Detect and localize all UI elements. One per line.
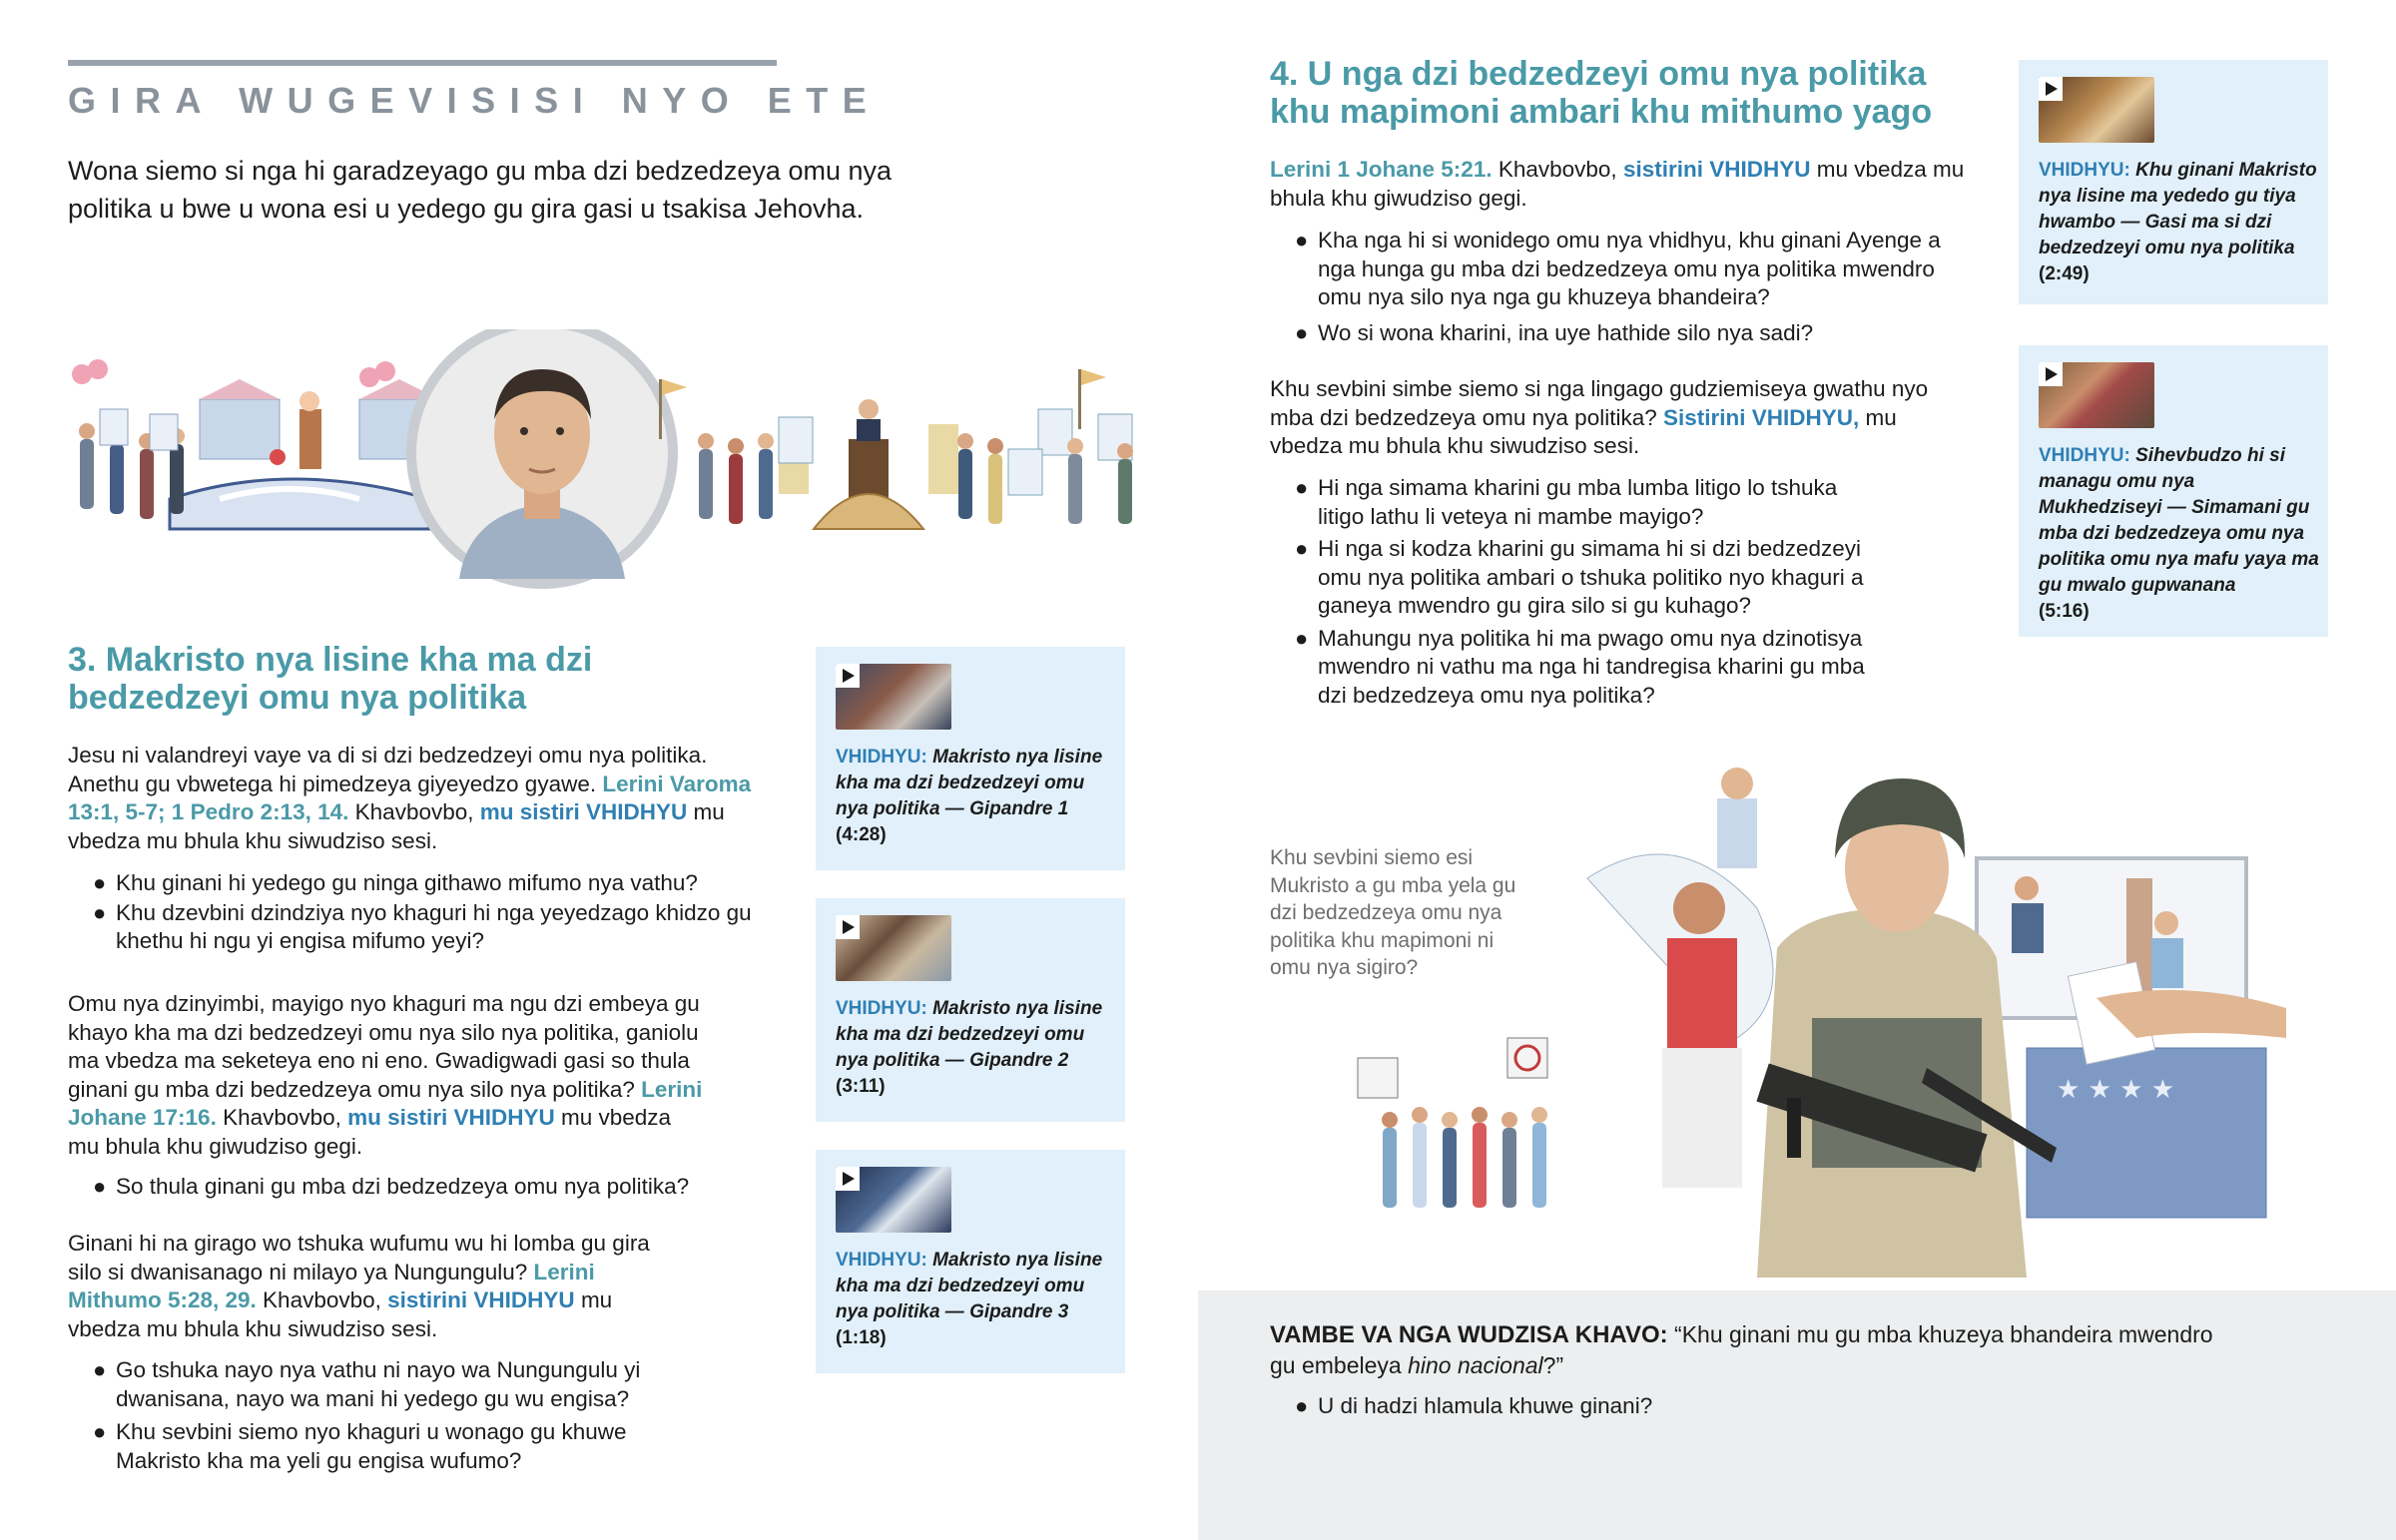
video-caption [836, 1248, 1115, 1351]
video-thumbnail[interactable] [836, 1167, 951, 1233]
prompt-lead: VAMBE VA NGA WUDZISA KHAVO: [1270, 1321, 1668, 1348]
video-link[interactable]: mu sistiri VHIDHYU [479, 799, 688, 824]
video-caption [836, 745, 1115, 848]
list-item: ● Mahungu nya politika hi ma pwago omu nya dzinotisya mwendro ni vathu ma nga hi tandregisa kharini gu mba dzi bedzedzeya omu nya politika? [1295, 625, 1865, 708]
neutrality-illustration [1338, 739, 2336, 1297]
list-item: ● Khu ginani hi yedego gu ninga githawo mifumo nya vathu? [93, 870, 698, 895]
question-text: Khu sevbini siemo nyo khaguri u wonago gu khuwe Makristo kha ma yeli gu engisa wufumo? [116, 1419, 627, 1473]
question-text: Hi nga simama kharini gu mba lumba litigo lo tshuka litigo lathu li veteya ni mambe mayigo? [1318, 475, 1838, 529]
video-duration: (5:16) [2039, 601, 2090, 622]
video-caption [2039, 158, 2323, 287]
prompt-text: ?” [1542, 1352, 1564, 1378]
discussion-prompt [1270, 1319, 2218, 1380]
prompt-italic: hino nacional [1408, 1352, 1543, 1378]
intro-paragraph: Wona siemo si nga hi garadzeyago gu mba dzi bedzedzeya omu nya politika u bwe u wona esi u yedego gu gira gasi u tsakisa Jehovha. [68, 156, 893, 224]
svg-text:★ ★ ★ ★: ★ ★ ★ ★ [2057, 1075, 2175, 1105]
illustration-caption: Khu sevbini siemo esi Mukristo a gu mba yela gu dzi bedzedzeya omu nya politika khu mapimoni ni omu nya sigiro? [1270, 846, 1516, 979]
scripture-link[interactable]: Lerini Johane 17:16. [68, 1076, 703, 1130]
video-link[interactable]: sistirini VHIDHYU [387, 1287, 575, 1312]
video-duration: (3:11) [836, 1076, 886, 1097]
video-label: VHIDHYU: [836, 747, 927, 768]
video-title: Makristo nya lisine kha ma dzi bedzedzeyi omu nya politika — Gipandre 1 [836, 747, 1103, 819]
question-text: U di hadzi hlamula khuwe ginani? [1318, 1393, 1653, 1418]
para-text: Khavbovbo, [1492, 157, 1623, 182]
video-duration: (4:28) [836, 824, 887, 845]
question-text: Khu ginani hi yedego gu ninga githawo mifumo nya vathu? [116, 870, 698, 895]
para-text: Khu sevbini simbe siemo si nga lingago gudziemiseya gwathu nyo mba dzi bedzedzeya omu nya politika? [1270, 376, 1929, 430]
play-icon[interactable] [2039, 77, 2063, 101]
para-text: Jesu ni valandreyi vaye va di si dzi bedzedzeyi omu nya politika. Anethu gu vbwetega hi pimedzeya giyeyedzo gyawe. [68, 743, 708, 796]
section-4-para-2 [1270, 375, 1969, 461]
para-text: Omu nya dzinyimbi, mayigo nyo khaguri ma ngu dzi embeya gu khayo kha ma dzi bedzedzeyi omu nya silo nya politika, ganiolu ma vbedza ma seketeya eno ni eno. Gwadigwadi gasi so thula ginani gu mba dzi bedzedzeya omu nya silo nya politika? [68, 991, 700, 1102]
video-label: VHIDHYU: [836, 1250, 927, 1271]
section-4-para-1 [1270, 156, 1969, 213]
scripture-link[interactable]: Lerini Varoma 13:1, 5-7; 1 Pedro 2:13, 14. [68, 770, 752, 824]
question-text: Hi nga si kodza kharini gu simama hi si dzi bedzedzeyi omu nya politika ambari o tshuka politiko nyo khaguri a ganeya mwendro gu gira silo si gu kuhago? [1318, 536, 1864, 618]
question-text: Mahungu nya politika hi ma pwago omu nya dzinotisya mwendro ni vathu ma nga hi tandregisa kharini gu mba dzi bedzedzeya omu nya politika? [1318, 625, 1865, 708]
neutrality-illustration-art [1338, 739, 2336, 1297]
video-link[interactable]: Sistirini VHIDHYU, [1662, 404, 1860, 430]
section-3-heading: 3. Makristo nya lisine kha ma dzi bedzedzeyi omu nya politika [68, 641, 593, 717]
para-text: mu vbedza mu bhula khu siwudziso sesi. [68, 1287, 613, 1341]
para-text: Ginani hi na girago wo tshuka wufumu wu hi lomba gu gira silo si dwanisanago ni milayo ya Nungungulu? [68, 1231, 650, 1284]
list-item: ● Kha nga hi si wonidego omu nya vhidhyu, khu ginani Ayenge a nga hunga gu mba dzi bedzedzeya omu nya politika mwendro omu nya silo nya nga gu khuzeya bhandeira? [1295, 228, 1941, 309]
section-3-bullets-2 [68, 1173, 767, 1202]
politics-illustration-art [60, 329, 1158, 619]
prompt-text: “Khu ginani mu gu mba khuzeya bhandeira mwendro gu embeleya [1270, 1321, 2213, 1378]
video-card[interactable] [816, 1150, 1125, 1373]
video-card[interactable] [816, 898, 1125, 1122]
section-3-para-3 [68, 1230, 667, 1343]
video-thumbnail[interactable] [2039, 362, 2154, 428]
video-link[interactable]: sistirini VHIDHYU [1622, 157, 1811, 182]
question-text: Kha nga hi si wonidego omu nya vhidhyu, khu ginani Ayenge a nga hunga gu mba dzi bedzedzeya omu nya politika mwendro omu nya silo nya nga gu khuzeya bhandeira? [1318, 228, 1941, 309]
section-4-bullets-1 [1270, 227, 1979, 347]
video-card[interactable] [2019, 345, 2328, 637]
video-label: VHIDHYU: [2039, 160, 2130, 181]
section-3-bullets-1 [68, 869, 767, 956]
video-caption [2039, 443, 2323, 625]
discussion-bullets [1270, 1392, 2069, 1421]
para-text: Khavbovbo, [216, 1105, 348, 1130]
question-text: Wo si wona kharini, ina uye hathide silo nya sadi? [1318, 319, 1814, 345]
video-card[interactable] [816, 647, 1125, 870]
video-caption [836, 996, 1115, 1100]
politics-illustration [60, 329, 1158, 619]
section-3-para-1 [68, 742, 767, 855]
list-item: ● U di hadzi hlamula khuwe ginani? [1295, 1393, 1653, 1418]
para-text: mu vbedza mu bhula khu giwudziso gegi. [68, 1105, 672, 1159]
question-text: Go tshuka nayo nya vathu ni nayo wa Nungungulu yi dwanisana, nayo wa mani hi yedego gu wu engisa? [116, 1357, 641, 1411]
list-item: ● Wo si wona kharini, ina uye hathide silo nya sadi? [1295, 319, 1814, 345]
section-3-bullets-3 [68, 1356, 687, 1475]
section-3-para-2 [68, 990, 707, 1161]
section-4-heading: 4. U nga dzi bedzedzeyi omu nya politika khu mapimoni ambari khu mithumo yago [1270, 55, 1933, 131]
video-card[interactable] [2019, 60, 2328, 304]
play-icon[interactable] [836, 1167, 860, 1191]
para-text: mu vbedza mu bhula khu siwudziso sesi. [68, 799, 725, 853]
play-icon[interactable] [836, 915, 860, 939]
play-icon[interactable] [836, 664, 860, 688]
video-thumbnail[interactable] [836, 664, 951, 730]
video-title: Sihevbudzo hi si managu omu nya Mukhedziseyi — Simamani gu mba dzi bedzedzeya omu nya politika omu nya mafu yaya ma gu mwalo gupwanana [2039, 445, 2319, 596]
video-title: Makristo nya lisine kha ma dzi bedzedzeyi omu nya politika — Gipandre 3 [836, 1250, 1103, 1322]
video-duration: (2:49) [2039, 263, 2090, 284]
question-text: So thula ginani gu mba dzi bedzedzeya omu nya politika? [116, 1174, 690, 1199]
list-item: ● So thula ginani gu mba dzi bedzedzeya omu nya politika? [93, 1174, 690, 1199]
list-item: ● Go tshuka nayo nya vathu ni nayo wa Nungungulu yi dwanisana, nayo wa mani hi yedego gu wu engisa? [93, 1357, 641, 1411]
para-text: mu vbedza mu bhula khu siwudziso sesi. [1270, 404, 1897, 458]
list-item: ● Khu dzevbini dzindziya nyo khaguri hi nga yeyedzago khidzo gu khethu hi ngu yi engisa mifumo yeyi? [93, 899, 752, 953]
list-item: ● Hi nga simama kharini gu mba lumba litigo lo tshuka litigo lathu li veteya ni mambe mayigo? [1295, 475, 1838, 529]
list-item: ● Hi nga si kodza kharini gu simama hi si dzi bedzedzeyi omu nya politika ambari o tshuka politiko nyo khaguri a ganeya mwendro gu gira silo si gu kuhago? [1295, 536, 1864, 618]
scripture-link[interactable]: Lerini Mithumo 5:28, 29. [68, 1259, 595, 1312]
play-icon[interactable] [2039, 362, 2063, 386]
list-item: ● Khu sevbini siemo nyo khaguri u wonago gu khuwe Makristo kha ma yeli gu engisa wufumo? [93, 1419, 627, 1473]
para-text: Khavbovbo, [348, 799, 480, 824]
para-text: mu vbedza mu bhula khu giwudziso gegi. [1270, 157, 1965, 211]
para-text: Khavbovbo, [256, 1287, 388, 1312]
section-4-bullets-2 [1270, 474, 1889, 710]
video-thumbnail[interactable] [836, 915, 951, 981]
video-thumbnail[interactable] [2039, 77, 2154, 143]
video-label: VHIDHYU: [2039, 445, 2130, 466]
video-title: Khu ginani Makristo nya lisine ma yededo gu tiya hwambo — Gasi ma si dzi bedzedzeyi omu nya politika [2039, 160, 2317, 258]
scripture-link[interactable]: Lerini 1 Johane 5:21. [1270, 157, 1493, 182]
video-duration: (1:18) [836, 1327, 887, 1348]
video-label: VHIDHYU: [836, 998, 927, 1019]
video-link[interactable]: mu sistiri VHIDHYU [347, 1105, 555, 1130]
video-title: Makristo nya lisine kha ma dzi bedzedzeyi omu nya politika — Gipandre 2 [836, 998, 1103, 1071]
question-text: Khu dzevbini dzindziya nyo khaguri hi nga yeyedzago khidzo gu khethu hi ngu yi engisa mifumo yeyi? [116, 899, 752, 953]
page-kicker: GIRA WUGEVISISI NYO ETE [68, 80, 882, 121]
top-rule [68, 60, 777, 66]
